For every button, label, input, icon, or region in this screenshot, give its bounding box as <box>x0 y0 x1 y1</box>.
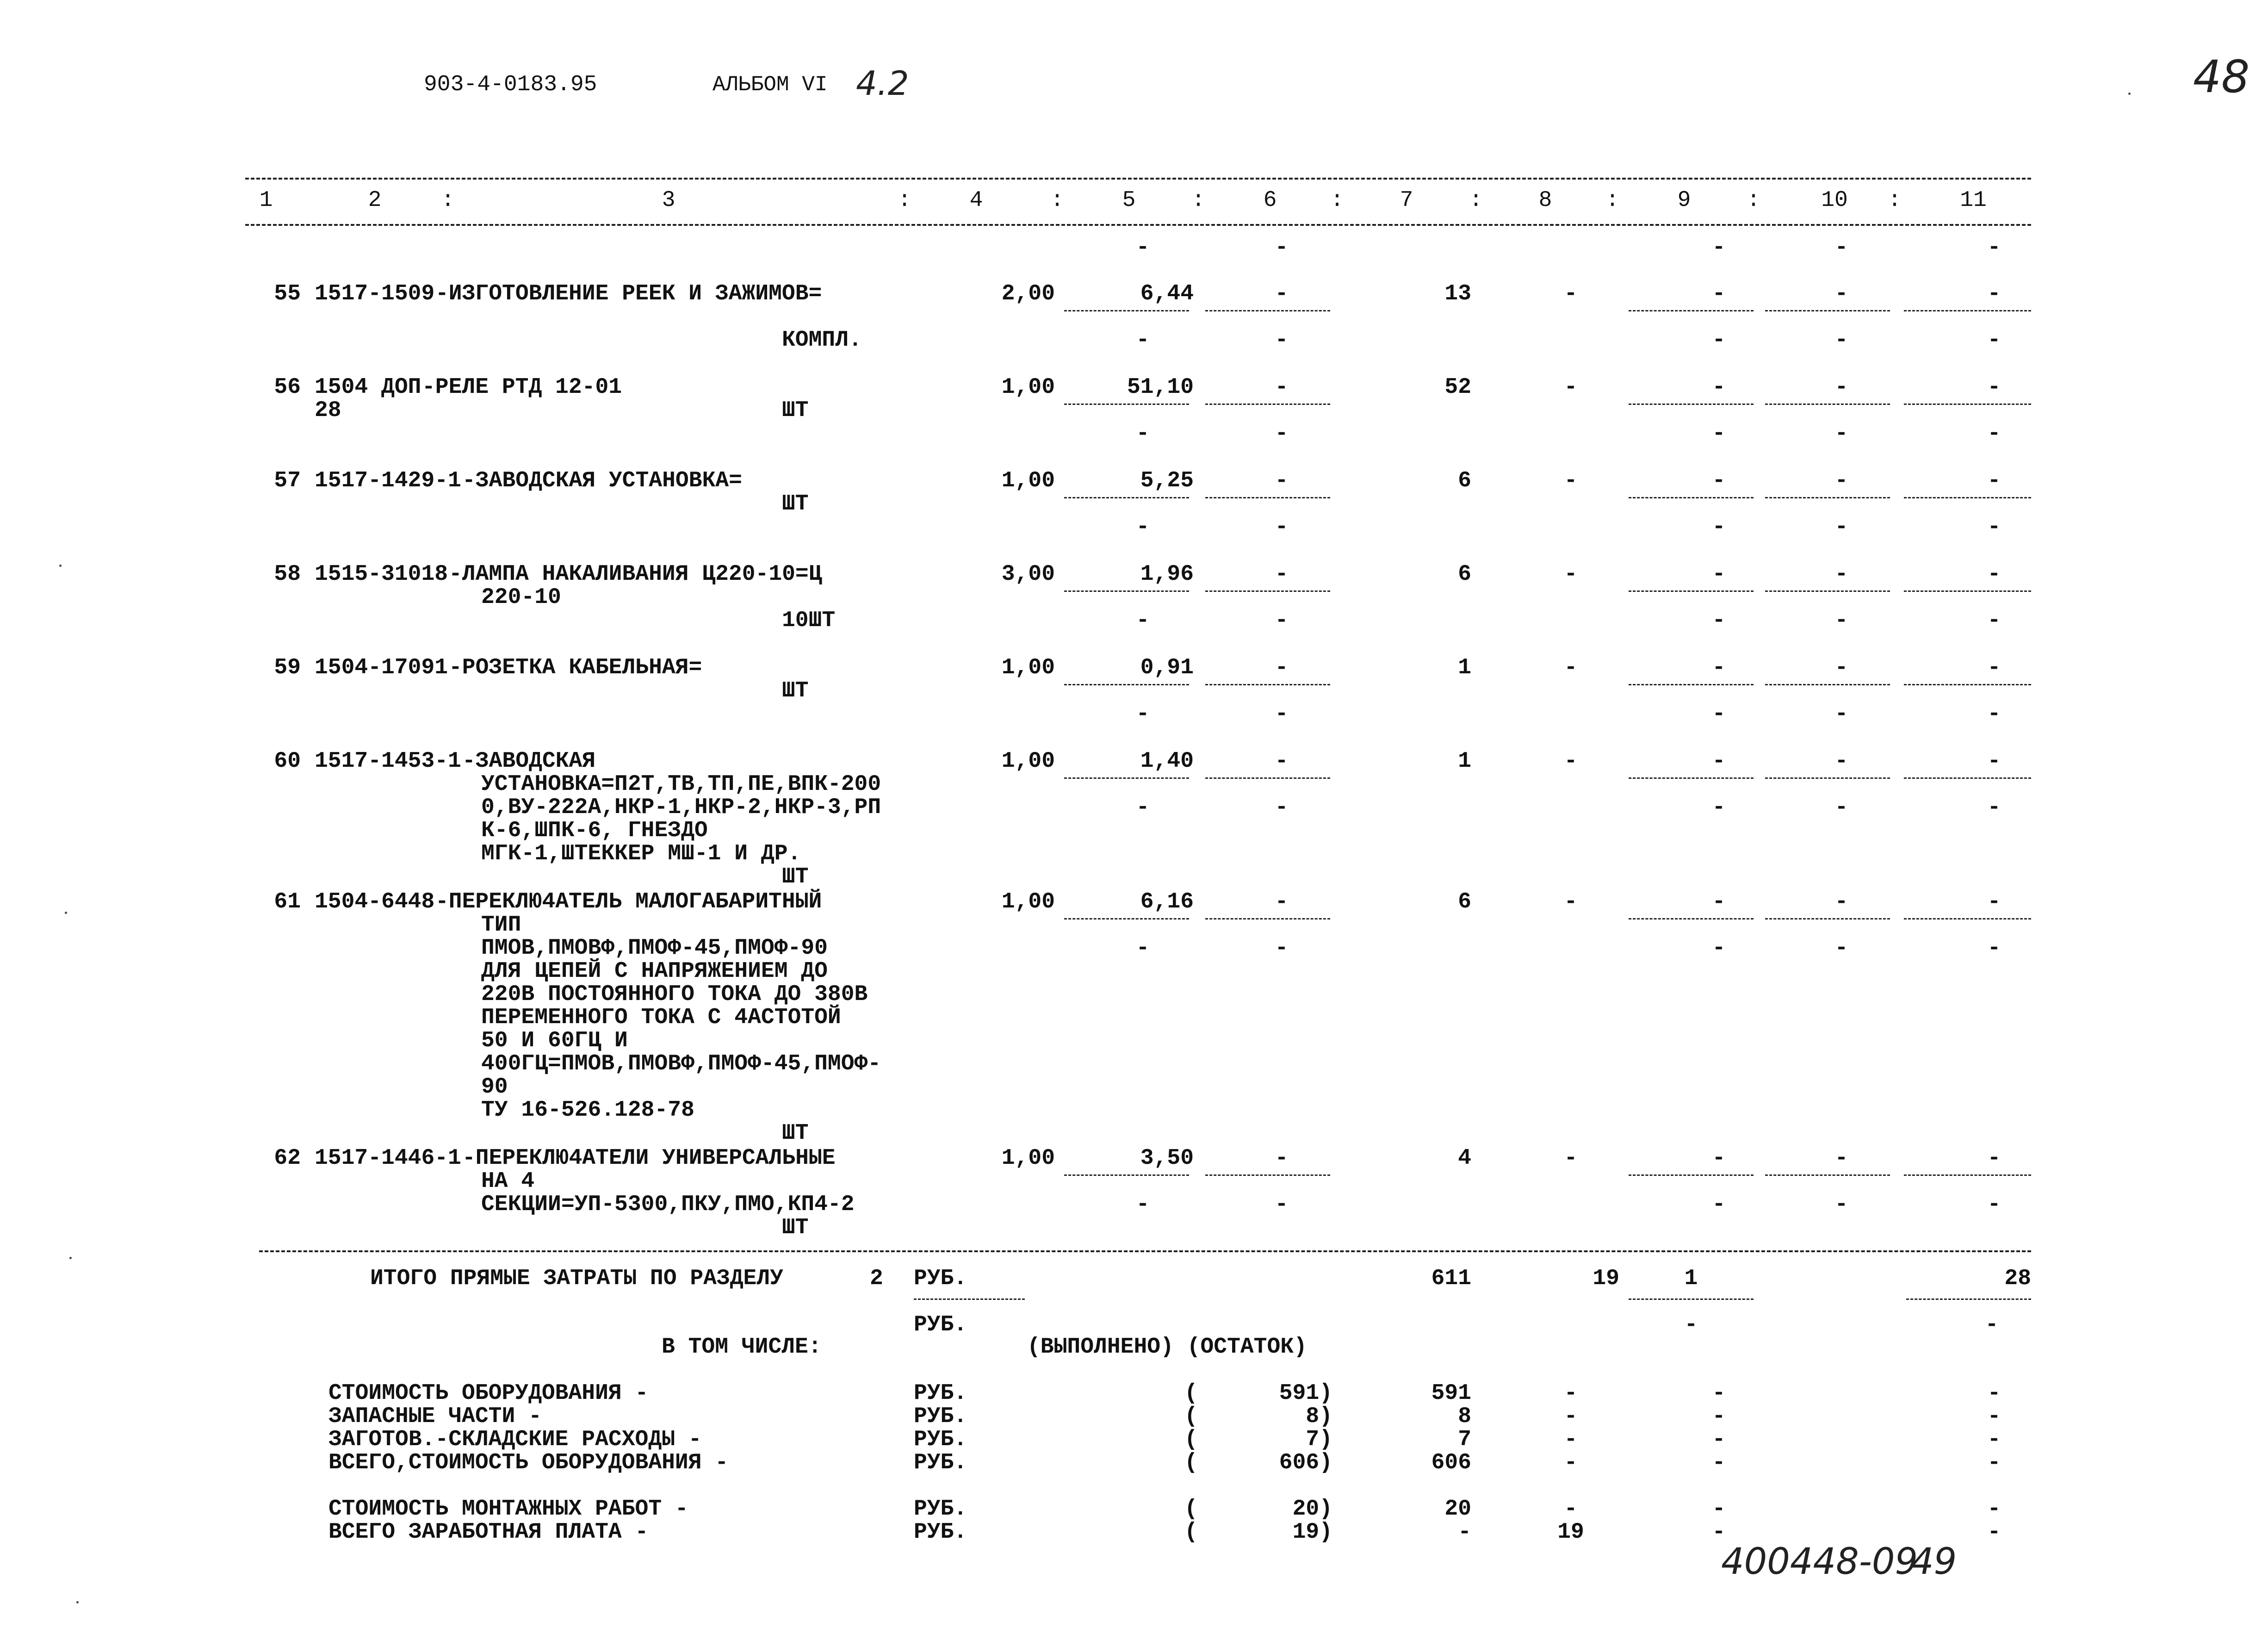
row-col7: 52 <box>1444 375 1471 400</box>
row-underline <box>1904 684 2031 685</box>
summary-done: 606) <box>1279 1450 1332 1475</box>
summary-done: 7) <box>1306 1427 1332 1452</box>
page-handwritten-number: 48 <box>2193 51 2250 103</box>
column-header-11: 11 <box>1960 188 1987 213</box>
row-col9-lower: - <box>1712 936 1726 961</box>
totals-rule <box>259 1250 2031 1252</box>
summary-currency: РУБ. <box>914 1497 967 1522</box>
summary-col7: 20 <box>1444 1497 1471 1522</box>
row-description-line: -ИЗГОТОВЛЕНИЕ РЕЕК И ЗАЖИМОВ= <box>435 281 822 306</box>
row-col10: - <box>1834 655 1848 680</box>
row-col9-lower: - <box>1712 795 1726 820</box>
row-quantity: 1,00 <box>1001 468 1055 493</box>
row-col6: - <box>1275 562 1289 587</box>
column-header-7: 7 <box>1400 188 1413 213</box>
summary-col9: - <box>1712 1381 1726 1406</box>
row-underline <box>1765 918 1890 919</box>
column-header-sep: : <box>898 188 911 213</box>
row-col9-lower: - <box>1712 421 1726 446</box>
row-col6-lower: - <box>1275 936 1289 961</box>
row-col5: 0,91 <box>1140 655 1194 680</box>
row-unit: ШТ <box>782 864 809 889</box>
row-col11: - <box>1987 749 2001 774</box>
row-underline <box>1765 404 1890 405</box>
column-header-sep: : <box>1469 188 1483 213</box>
column-header-9: 9 <box>1677 188 1691 213</box>
row-description-line: МГК-1,ШТЕККЕР МШ-1 И ДР. <box>481 841 801 866</box>
row-quantity: 1,00 <box>1001 375 1055 400</box>
row-col7: 1 <box>1458 749 1471 774</box>
row-col11: - <box>1987 655 2001 680</box>
row-code: 1517-1446-1 <box>315 1146 461 1171</box>
summary-col8: - <box>1564 1450 1578 1475</box>
row-col9: - <box>1712 375 1726 400</box>
row-underline <box>1064 777 1189 779</box>
row-col5: 6,44 <box>1140 281 1194 306</box>
column-header-sep: : <box>441 188 455 213</box>
row-underline <box>1904 310 2031 311</box>
row-number: 62 <box>274 1146 301 1171</box>
row-col11: - <box>1987 562 2001 587</box>
row-underline <box>1205 310 1330 311</box>
row-col5: 5,25 <box>1140 468 1194 493</box>
done-rest-label: (ВЫПОЛНЕНО) (ОСТАТОК) <box>1027 1335 1307 1360</box>
row-quantity: 2,00 <box>1001 281 1055 306</box>
album-handwritten-number: 4.2 <box>856 64 909 103</box>
row-col5-lower: - <box>1136 515 1150 540</box>
row-col9-lower: - <box>1712 608 1726 633</box>
summary-col9: - <box>1712 1404 1726 1429</box>
totals-currency-2: РУБ. <box>914 1312 967 1337</box>
row-description-line: 220-10 <box>481 585 561 610</box>
scan-speck <box>59 565 62 567</box>
summary-col11: - <box>1987 1381 2001 1406</box>
row-code: 1517-1429-1 <box>315 468 461 493</box>
row-col8: - <box>1564 562 1578 587</box>
row-description-line: НА 4 <box>481 1169 535 1194</box>
summary-paren-open: ( <box>1184 1404 1198 1429</box>
row-code: 1504-6448 <box>315 889 435 914</box>
summary-currency: РУБ. <box>914 1450 967 1475</box>
row-col9-lower: - <box>1712 1192 1726 1217</box>
row-description-line: ПМОВ,ПМОВФ,ПМОФ-45,ПМОФ-90 <box>481 936 828 961</box>
row-number: 55 <box>274 281 301 306</box>
summary-label: СТОИМОСТЬ МОНТАЖНЫХ РАБОТ - <box>328 1497 688 1522</box>
totals-currency-rule <box>914 1298 1025 1300</box>
album-label: АЛЬБОМ VI <box>713 73 828 97</box>
row-col9-lower: - <box>1712 328 1726 353</box>
row-col6: - <box>1275 375 1289 400</box>
summary-done: 19) <box>1292 1520 1332 1545</box>
row-description-line: 400ГЦ=ПМОВ,ПМОВФ,ПМОФ-45,ПМОФ- <box>481 1051 881 1076</box>
row-col11-lower: - <box>1987 421 2001 446</box>
row-col11: - <box>1987 375 2001 400</box>
row-col5: 3,50 <box>1140 1146 1194 1171</box>
row-underline <box>1765 684 1890 685</box>
row-underline <box>1064 310 1189 311</box>
top-dash: - <box>1275 235 1289 260</box>
summary-col7: 7 <box>1458 1427 1471 1452</box>
row-col9: - <box>1712 655 1726 680</box>
row-col10-lower: - <box>1834 795 1848 820</box>
summary-label: ЗАПАСНЫЕ ЧАСТИ - <box>328 1404 542 1429</box>
row-underline <box>1205 497 1330 498</box>
row-quantity: 1,00 <box>1001 749 1055 774</box>
row-underline <box>1629 1174 1754 1176</box>
row-quantity: 1,00 <box>1001 889 1055 914</box>
row-unit: ШТ <box>782 1121 809 1146</box>
row-description-line: -РЕЛЕ РТД 12-01 <box>422 375 622 400</box>
row-col11: - <box>1987 281 2001 306</box>
column-header-1: 1 <box>259 188 273 213</box>
row-col10-lower: - <box>1834 702 1848 727</box>
row-col11: - <box>1987 1146 2001 1171</box>
row-col7: 6 <box>1458 468 1471 493</box>
summary-col11: - <box>1987 1427 2001 1452</box>
row-code: 1515-31018 <box>315 562 448 587</box>
row-underline <box>1629 310 1754 311</box>
row-col9: - <box>1712 749 1726 774</box>
row-underline <box>1629 918 1754 919</box>
row-description-line: УСТАНОВКА=П2Т,ТВ,ТП,ПЕ,ВПК-200 <box>481 772 881 797</box>
row-col8: - <box>1564 468 1578 493</box>
summary-label: ВСЕГО ЗАРАБОТНАЯ ПЛАТА - <box>328 1520 649 1545</box>
summary-col9: - <box>1712 1497 1726 1522</box>
column-header-5: 5 <box>1122 188 1136 213</box>
summary-col8: - <box>1564 1381 1578 1406</box>
row-description-line: 90 <box>481 1075 508 1100</box>
row-underline <box>1904 1174 2031 1176</box>
row-col10: - <box>1834 468 1848 493</box>
row-number: 56 <box>274 375 301 400</box>
column-header-sep: : <box>1050 188 1064 213</box>
row-col11-lower: - <box>1987 608 2001 633</box>
row-col6: - <box>1275 749 1289 774</box>
summary-paren-open: ( <box>1184 1381 1198 1406</box>
row-unit: ШТ <box>782 491 809 516</box>
row-col5: 51,10 <box>1127 375 1194 400</box>
row-col8: - <box>1564 375 1578 400</box>
row-underline <box>1904 404 2031 405</box>
row-number: 60 <box>274 749 301 774</box>
summary-col7: 591 <box>1431 1381 1471 1406</box>
row-col6-lower: - <box>1275 421 1289 446</box>
row-col5-lower: - <box>1136 608 1150 633</box>
summary-col7: 8 <box>1458 1404 1471 1429</box>
summary-currency: РУБ. <box>914 1427 967 1452</box>
row-quantity: 3,00 <box>1001 562 1055 587</box>
row-code-cont: 28 <box>315 398 341 423</box>
summary-col8: 19 <box>1557 1520 1584 1545</box>
row-col6: - <box>1275 889 1289 914</box>
row-col6-lower: - <box>1275 328 1289 353</box>
row-description-line: 50 И 60ГЦ И <box>481 1028 628 1053</box>
summary-col11: - <box>1987 1497 2001 1522</box>
column-header-3: 3 <box>662 188 675 213</box>
row-quantity: 1,00 <box>1001 655 1055 680</box>
summary-done: 8) <box>1306 1404 1332 1429</box>
scan-speck <box>76 1601 79 1603</box>
row-code: 1504 ДОП <box>315 375 421 400</box>
row-underline <box>1064 918 1189 919</box>
row-col6-lower: - <box>1275 515 1289 540</box>
row-col6: - <box>1275 1146 1289 1171</box>
row-col11: - <box>1987 889 2001 914</box>
summary-paren-open: ( <box>1184 1520 1198 1545</box>
row-description-line: К-6,ШПК-6, ГНЕЗДО <box>481 818 708 843</box>
row-underline <box>1064 684 1189 685</box>
scan-speck <box>65 912 67 914</box>
row-underline <box>1765 310 1890 311</box>
row-number: 61 <box>274 889 301 914</box>
summary-col11: - <box>1987 1404 2001 1429</box>
row-underline <box>1205 777 1330 779</box>
summary-col11: - <box>1987 1450 2001 1475</box>
footer-handwritten-page: 49 <box>1911 1541 1957 1583</box>
row-description-line: СЕКЦИИ=УП-5300,ПКУ,ПМО,КП4-2 <box>481 1192 855 1217</box>
summary-col8: - <box>1564 1404 1578 1429</box>
row-col6: - <box>1275 468 1289 493</box>
row-underline <box>1205 918 1330 919</box>
row-description-line: -ЗАВОДСКАЯ <box>462 749 596 774</box>
row-unit: ШТ <box>782 398 809 423</box>
row-col9: - <box>1712 281 1726 306</box>
totals-col11: 28 <box>2004 1266 2031 1291</box>
header-bottom-rule <box>245 224 2031 226</box>
row-col9-lower: - <box>1712 515 1726 540</box>
summary-paren-open: ( <box>1184 1450 1198 1475</box>
summary-paren-open: ( <box>1184 1427 1198 1452</box>
column-header-sep: : <box>1330 188 1344 213</box>
scan-speck <box>2128 93 2131 95</box>
row-unit: КОМПЛ. <box>782 328 862 353</box>
totals-col11-lower: - <box>1985 1312 1999 1337</box>
row-col9: - <box>1712 1146 1726 1171</box>
row-description-line: -ПЕРЕКЛЮ4АТЕЛЬ МАЛОГАБАРИТНЫЙ <box>435 889 822 914</box>
top-dash: - <box>1136 235 1150 260</box>
totals-col11-rule <box>1906 1298 2031 1300</box>
row-underline <box>1205 1174 1330 1176</box>
row-description-line: 220В ПОСТОЯННОГО ТОКА ДО 380В <box>481 982 868 1007</box>
row-col11-lower: - <box>1987 936 2001 961</box>
row-underline <box>1629 590 1754 592</box>
row-col9: - <box>1712 468 1726 493</box>
row-underline <box>1904 777 2031 779</box>
row-code: 1517-1453-1 <box>315 749 461 774</box>
column-header-sep: : <box>1747 188 1760 213</box>
row-col11-lower: - <box>1987 515 2001 540</box>
row-col5-lower: - <box>1136 421 1150 446</box>
row-underline <box>1064 497 1189 498</box>
including-label: В ТОМ ЧИСЛЕ: <box>662 1335 822 1360</box>
row-underline <box>1765 590 1890 592</box>
row-description-line: ДЛЯ ЦЕПЕЙ С НАПРЯЖЕНИЕМ ДО <box>481 959 828 984</box>
column-header-sep: : <box>1605 188 1619 213</box>
totals-col9: 1 <box>1684 1266 1698 1291</box>
totals-label: ИТОГО ПРЯМЫЕ ЗАТРАТЫ ПО РАЗДЕЛУ <box>370 1266 783 1291</box>
row-col7: 4 <box>1458 1146 1471 1171</box>
row-col10: - <box>1834 562 1848 587</box>
header-top-rule <box>245 178 2031 180</box>
row-col10: - <box>1834 375 1848 400</box>
column-header-10: 10 <box>1821 188 1848 213</box>
row-col10-lower: - <box>1834 608 1848 633</box>
row-col6-lower: - <box>1275 702 1289 727</box>
top-dash: - <box>1712 235 1726 260</box>
row-underline <box>1765 777 1890 779</box>
totals-col8: 19 <box>1593 1266 1619 1291</box>
summary-col9: - <box>1712 1450 1726 1475</box>
summary-col8: - <box>1564 1427 1578 1452</box>
row-col5: 1,40 <box>1140 749 1194 774</box>
row-col5-lower: - <box>1136 702 1150 727</box>
row-col6-lower: - <box>1275 608 1289 633</box>
row-description-line: -ПЕРЕКЛЮ4АТЕЛИ УНИВЕРСАЛЬНЫЕ <box>462 1146 836 1171</box>
row-description-line: -РОЗЕТКА КАБЕЛЬНАЯ= <box>449 655 702 680</box>
row-col10-lower: - <box>1834 328 1848 353</box>
row-quantity: 1,00 <box>1001 1146 1055 1171</box>
row-underline <box>1064 1174 1189 1176</box>
row-col7: 13 <box>1444 281 1471 306</box>
row-underline <box>1205 684 1330 685</box>
row-description-line: ТИП <box>481 913 521 938</box>
column-header-8: 8 <box>1538 188 1552 213</box>
row-code: 1517-1509 <box>315 281 435 306</box>
row-description-line: -ЗАВОДСКАЯ УСТАНОВКА= <box>462 468 742 493</box>
summary-label: ЗАГОТОВ.-СКЛАДСКИЕ РАСХОДЫ - <box>328 1427 702 1452</box>
row-col10-lower: - <box>1834 1192 1848 1217</box>
summary-col11: - <box>1987 1520 2001 1545</box>
row-col5-lower: - <box>1136 328 1150 353</box>
row-description-line: ПЕРЕМЕННОГО ТОКА С 4АСТОТОЙ <box>481 1005 841 1030</box>
row-col7: 6 <box>1458 562 1471 587</box>
row-underline <box>1064 590 1189 592</box>
row-col7: 6 <box>1458 889 1471 914</box>
row-col11-lower: - <box>1987 702 2001 727</box>
totals-section-number: 2 <box>870 1266 883 1291</box>
row-col11-lower: - <box>1987 328 2001 353</box>
row-code: 1504-17091 <box>315 655 448 680</box>
row-underline <box>1765 1174 1890 1176</box>
summary-col9: - <box>1712 1427 1726 1452</box>
row-col8: - <box>1564 281 1578 306</box>
summary-col7: - <box>1458 1520 1471 1545</box>
column-header-4: 4 <box>969 188 983 213</box>
column-header-sep: : <box>1888 188 1902 213</box>
row-col5-lower: - <box>1136 936 1150 961</box>
row-underline <box>1064 404 1189 405</box>
row-col10: - <box>1834 889 1848 914</box>
row-col5-lower: - <box>1136 1192 1150 1217</box>
summary-col8: - <box>1564 1497 1578 1522</box>
summary-currency: РУБ. <box>914 1404 967 1429</box>
summary-col9: - <box>1712 1520 1726 1545</box>
totals-col7: 611 <box>1431 1266 1471 1291</box>
document-code: 903-4-0183.95 <box>424 72 597 97</box>
row-number: 59 <box>274 655 301 680</box>
row-underline <box>1629 684 1754 685</box>
row-col10-lower: - <box>1834 421 1848 446</box>
row-description-line: -ЛАМПА НАКАЛИВАНИЯ Ц220-10=Ц <box>449 562 822 587</box>
row-col6-lower: - <box>1275 1192 1289 1217</box>
row-col8: - <box>1564 749 1578 774</box>
row-underline <box>1629 404 1754 405</box>
totals-col9-lower: - <box>1684 1312 1698 1337</box>
top-dash: - <box>1987 235 2001 260</box>
row-underline <box>1629 777 1754 779</box>
row-col9: - <box>1712 889 1726 914</box>
row-col8: - <box>1564 1146 1578 1171</box>
row-col7: 1 <box>1458 655 1471 680</box>
row-col6: - <box>1275 655 1289 680</box>
row-col5: 1,96 <box>1140 562 1194 587</box>
row-col8: - <box>1564 655 1578 680</box>
row-description-line: 0,ВУ-222А,НКР-1,НКР-2,НКР-3,РП <box>481 795 881 820</box>
row-col6-lower: - <box>1275 795 1289 820</box>
summary-paren-open: ( <box>1184 1497 1198 1522</box>
row-col10: - <box>1834 281 1848 306</box>
row-col11-lower: - <box>1987 795 2001 820</box>
row-col10: - <box>1834 1146 1848 1171</box>
summary-label: СТОИМОСТЬ ОБОРУДОВАНИЯ - <box>328 1381 649 1406</box>
column-header-sep: : <box>1191 188 1205 213</box>
row-underline <box>1904 590 2031 592</box>
row-col6: - <box>1275 281 1289 306</box>
row-col5-lower: - <box>1136 795 1150 820</box>
top-dash: - <box>1834 235 1848 260</box>
row-number: 57 <box>274 468 301 493</box>
row-col11-lower: - <box>1987 1192 2001 1217</box>
summary-currency: РУБ. <box>914 1381 967 1406</box>
column-header-2: 2 <box>368 188 382 213</box>
row-col10-lower: - <box>1834 515 1848 540</box>
row-underline <box>1629 497 1754 498</box>
row-col10-lower: - <box>1834 936 1848 961</box>
totals-col9-rule <box>1629 1298 1754 1300</box>
row-col10: - <box>1834 749 1848 774</box>
row-col5: 6,16 <box>1140 889 1194 914</box>
summary-col7: 606 <box>1431 1450 1471 1475</box>
row-col9: - <box>1712 562 1726 587</box>
summary-done: 591) <box>1279 1381 1332 1406</box>
totals-currency: РУБ. <box>914 1266 967 1291</box>
summary-label: ВСЕГО,СТОИМОСТЬ ОБОРУДОВАНИЯ - <box>328 1450 729 1475</box>
column-header-6: 6 <box>1263 188 1277 213</box>
footer-handwritten-stamp: 400448-09 <box>1721 1541 1918 1583</box>
row-col9-lower: - <box>1712 702 1726 727</box>
row-number: 58 <box>274 562 301 587</box>
row-unit: ШТ <box>782 1215 809 1240</box>
row-col8: - <box>1564 889 1578 914</box>
row-underline <box>1904 497 2031 498</box>
summary-currency: РУБ. <box>914 1520 967 1545</box>
row-underline <box>1205 404 1330 405</box>
row-underline <box>1904 918 2031 919</box>
row-underline <box>1205 590 1330 592</box>
row-underline <box>1765 497 1890 498</box>
row-unit: 10ШТ <box>782 608 836 633</box>
row-unit: ШТ <box>782 678 809 703</box>
row-col11: - <box>1987 468 2001 493</box>
summary-done: 20) <box>1292 1497 1332 1522</box>
row-description-line: ТУ 16-526.128-78 <box>481 1098 694 1123</box>
scan-speck <box>69 1257 72 1259</box>
